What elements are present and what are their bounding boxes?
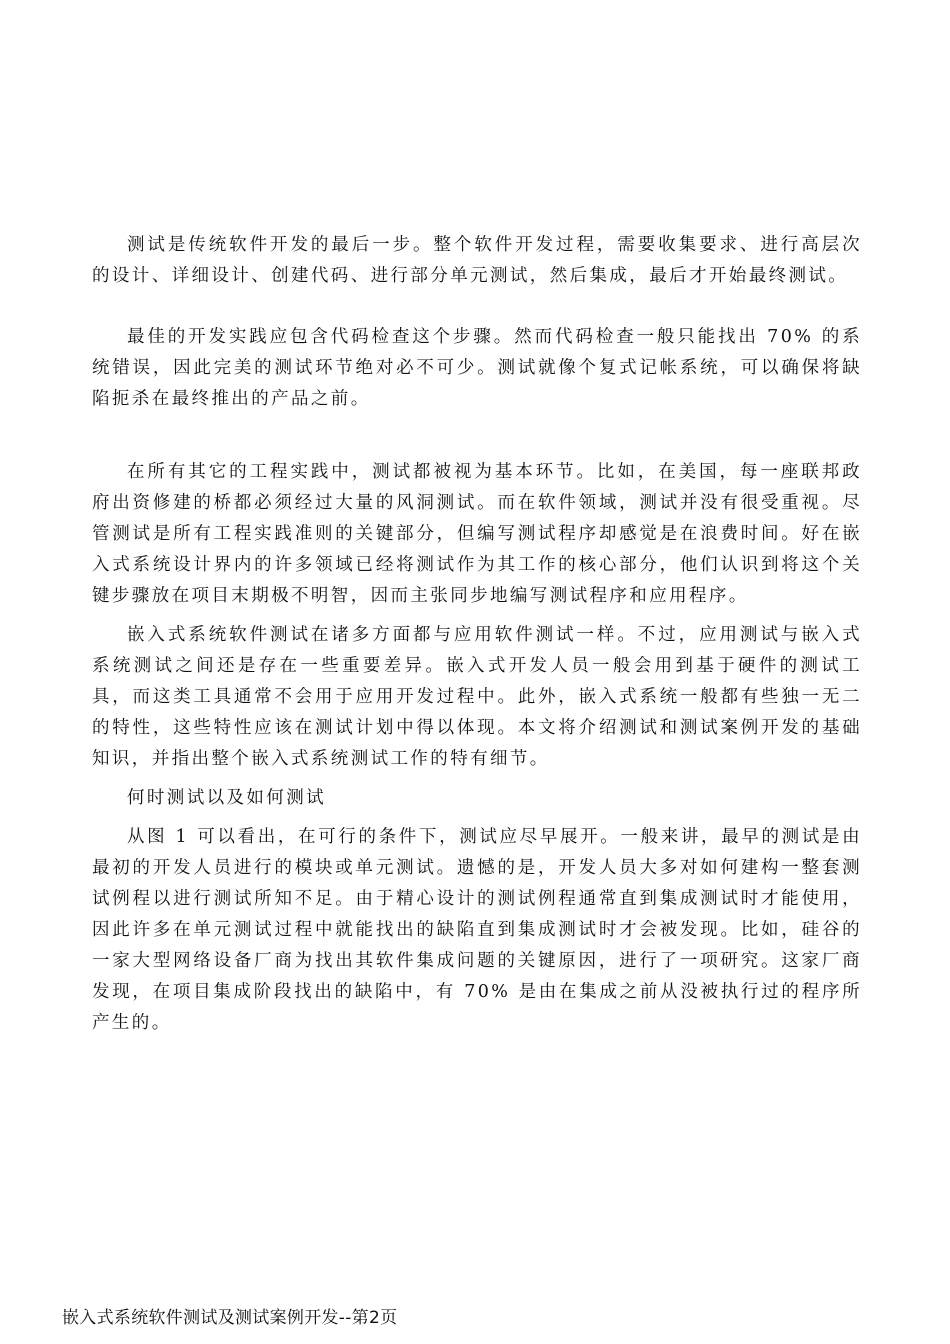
section-heading: 何时测试以及如何测试 — [127, 788, 326, 808]
paragraph-1: 测试是传统软件开发的最后一步。整个软件开发过程，需要收集要求、进行高层次的设计、详细设计、创建代码、进行部分单元测试，然后集成，最后才开始最终测试。 — [92, 235, 862, 286]
paragraph-2: 最佳的开发实践应包含代码检查这个步骤。然而代码检查一般只能找出 70% 的系统错误，因此完美的测试环节绝对必不可少。测试就像个复式记帐系统，可以确保将缺陷扼杀在最终推出的产品之前。 — [92, 327, 862, 409]
page-footer: 嵌入式系统软件测试及测试案例开发--第2页 — [62, 1308, 398, 1328]
paragraph-4: 嵌入式系统软件测试在诸多方面都与应用软件测试一样。不过，应用测试与嵌入式系统测试之间还是存在一些重要差异。嵌入式开发人员一般会用到基于硬件的测试工具，而这类工具通常不会用于应用开发过程中。此外，嵌入式系统一般都有些独一无二的特性，这些特性应该在测试计划中得以体现。本文将介绍测试和测试案例开发的基础知识，并指出整个嵌入式系统测试工作的特有细节。 — [92, 625, 862, 769]
document-body — [92, 230, 862, 1039]
paragraph-5: 从图 1 可以看出，在可行的条件下，测试应尽早展开。一般来讲，最早的测试是由最初的开发人员进行的模块或单元测试。遗憾的是，开发人员大多对如何建构一整套测试例程以进行测试所知不足。由于精心设计的测试例程通常直到集成测试时才能使用，因此许多在单元测试过程中就能找出的缺陷直到集成测试时才会被发现。比如，硅谷的一家大型网络设备厂商为找出其软件集成问题的关键原因，进行了一项研究。这家厂商发现，在项目集成阶段找出的缺陷中，有 70% 是由在集成之前从没被执行过的程序所产生的。 — [92, 827, 862, 1033]
paragraph-3: 在所有其它的工程实践中，测试都被视为基本环节。比如，在美国，每一座联邦政府出资修建的桥都必须经过大量的风洞测试。而在软件领域，测试并没有很受重视。尽管测试是所有工程实践准则的关键部分，但编写测试程序却感觉是在浪费时间。好在嵌入式系统设计界内的许多领域已经将测试作为其工作的核心部分，他们认识到将这个关键步骤放在项目末期极不明智，因而主张同步地编写测试程序和应用程序。 — [92, 462, 862, 606]
